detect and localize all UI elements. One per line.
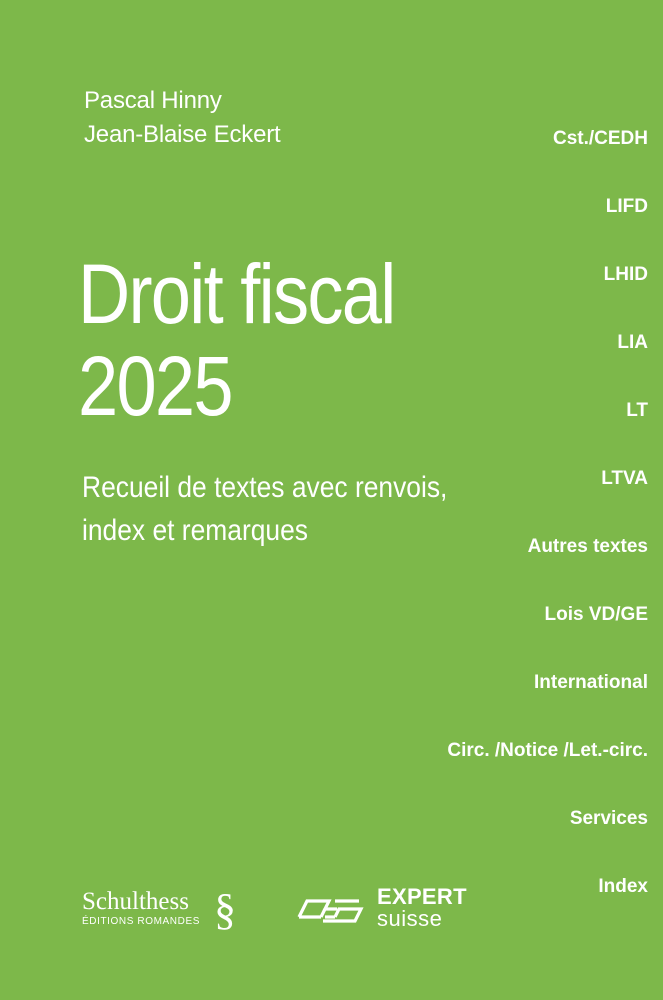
authors-block: [84, 84, 281, 152]
partner-subline: suisse: [377, 906, 443, 931]
tab-lifd: LIFD: [605, 196, 648, 217]
schulthess-logo: [82, 884, 236, 932]
tab-international: International: [533, 672, 648, 693]
tab-lhid: LHID: [603, 264, 648, 285]
tab-lia: LIA: [617, 332, 648, 353]
author-1: Pascal Hinny: [84, 87, 222, 114]
publisher-name: Schulthess: [82, 888, 189, 915]
tab-ltva: LTVA: [601, 468, 648, 489]
author-2: Jean-Blaise Eckert: [84, 121, 281, 148]
subtitle-line-1: Recueil de textes avec renvois,: [82, 471, 448, 504]
title-line-2: 2025: [78, 339, 232, 433]
tab-lois-vd-ge: Lois VD/GE: [544, 604, 648, 625]
tab-autres-textes: Autres textes: [527, 536, 648, 557]
tab-services: Services: [569, 808, 648, 829]
expertsuisse-logo: [295, 886, 467, 930]
expertsuisse-logo-icon: [295, 891, 365, 925]
book-title: [78, 248, 395, 432]
tab-cst-cedh: Cst./CEDH: [552, 128, 648, 149]
book-subtitle: [82, 466, 447, 552]
subtitle-line-2: index et remarques: [82, 514, 308, 547]
title-line-1: Droit fiscal: [78, 247, 395, 341]
publisher-subline: ÉDITIONS ROMANDES: [82, 916, 200, 927]
partner-name: EXPERT: [377, 884, 467, 909]
tab-lt: LT: [626, 400, 648, 421]
tab-index: Index: [598, 876, 648, 897]
section-sign-icon: §: [214, 885, 236, 934]
tab-circulaires: Circ. /Notice /Let.-circ.: [447, 740, 648, 761]
